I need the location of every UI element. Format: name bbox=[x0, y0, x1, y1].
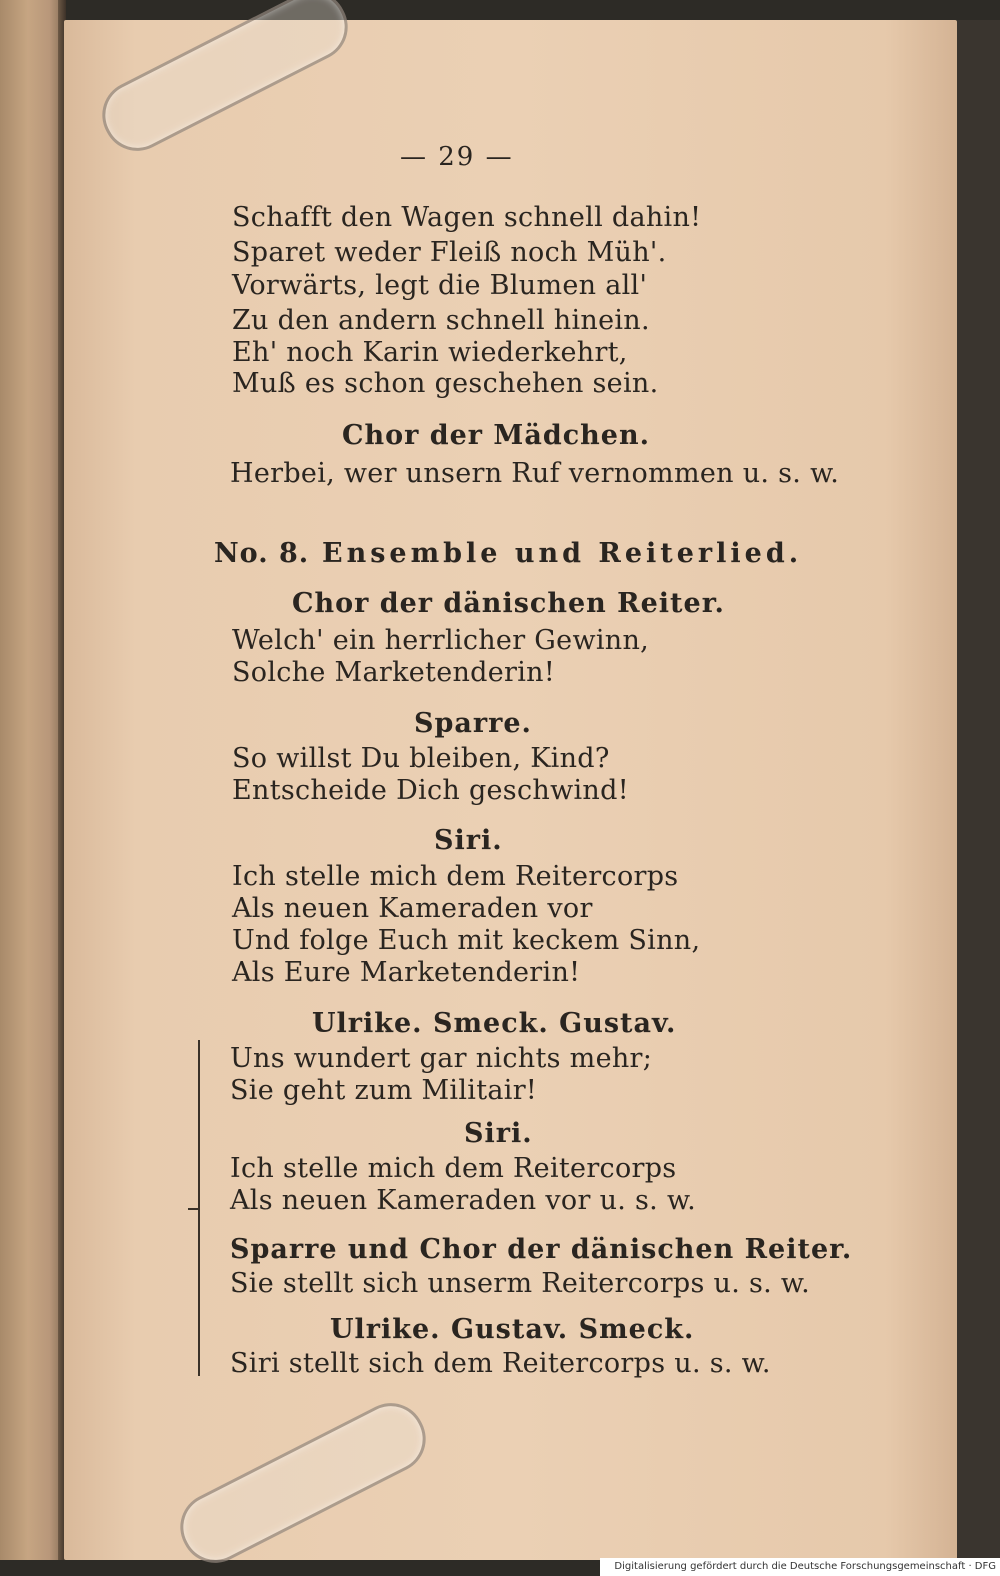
text-line: Als neuen Kameraden vor bbox=[232, 893, 593, 924]
left-page-edge bbox=[0, 0, 62, 1560]
text-line: Siri stellt sich dem Reitercorps u. s. w. bbox=[230, 1348, 771, 1379]
text-line: Sie geht zum Militair! bbox=[230, 1075, 538, 1106]
text-line: Ich stelle mich dem Reitercorps bbox=[232, 861, 679, 892]
speaker-heading: Ulrike. Smeck. Gustav. bbox=[312, 1008, 677, 1039]
text-line: Solche Marketenderin! bbox=[232, 657, 556, 688]
page-number: — 29 — bbox=[400, 142, 514, 172]
section-title: Ensemble und Reiterlied. bbox=[322, 538, 803, 569]
text-line: Vorwärts, legt die Blumen all' bbox=[232, 270, 648, 301]
speaker-heading: Sparre. bbox=[414, 708, 532, 739]
text-line: Und folge Euch mit keckem Sinn, bbox=[232, 925, 701, 956]
number-label: No. 8. bbox=[214, 538, 310, 569]
text-line: Entscheide Dich geschwind! bbox=[232, 775, 629, 806]
text-line: Muß es schon geschehen sein. bbox=[232, 368, 659, 399]
digitization-footer: Digitalisierung gefördert durch die Deutsche Forschungsgemeinschaft · DFG bbox=[600, 1558, 1000, 1576]
text-line: Eh' noch Karin wiederkehrt, bbox=[232, 337, 628, 368]
text-line: Uns wundert gar nichts mehr; bbox=[230, 1043, 653, 1074]
speaker-heading: Chor der Mädchen. bbox=[342, 420, 650, 451]
text-line: Herbei, wer unsern Ruf vernommen u. s. w. bbox=[230, 458, 840, 489]
background-strip bbox=[957, 20, 1000, 1560]
speaker-heading: Sparre und Chor der dänischen Reiter. bbox=[230, 1234, 853, 1265]
speaker-heading: Siri. bbox=[434, 825, 503, 856]
text-line: Ich stelle mich dem Reitercorps bbox=[230, 1153, 677, 1184]
text-line: Als Eure Marketenderin! bbox=[232, 957, 581, 988]
text-line: Schafft den Wagen schnell dahin! bbox=[232, 202, 702, 233]
text-line: Welch' ein herrlicher Gewinn, bbox=[232, 625, 650, 656]
text-line: So willst Du bleiben, Kind? bbox=[232, 743, 610, 774]
text-line: Zu den andern schnell hinein. bbox=[232, 305, 650, 336]
text-line: Sparet weder Fleiß noch Müh'. bbox=[232, 237, 667, 268]
curly-brace bbox=[198, 1040, 214, 1376]
speaker-heading: Chor der dänischen Reiter. bbox=[292, 588, 725, 619]
speaker-heading: Siri. bbox=[464, 1118, 533, 1149]
text-line: Als neuen Kameraden vor u. s. w. bbox=[230, 1185, 697, 1216]
text-line: Sie stellt sich unserm Reitercorps u. s. w. bbox=[230, 1268, 811, 1299]
speaker-heading: Ulrike. Gustav. Smeck. bbox=[330, 1314, 695, 1345]
